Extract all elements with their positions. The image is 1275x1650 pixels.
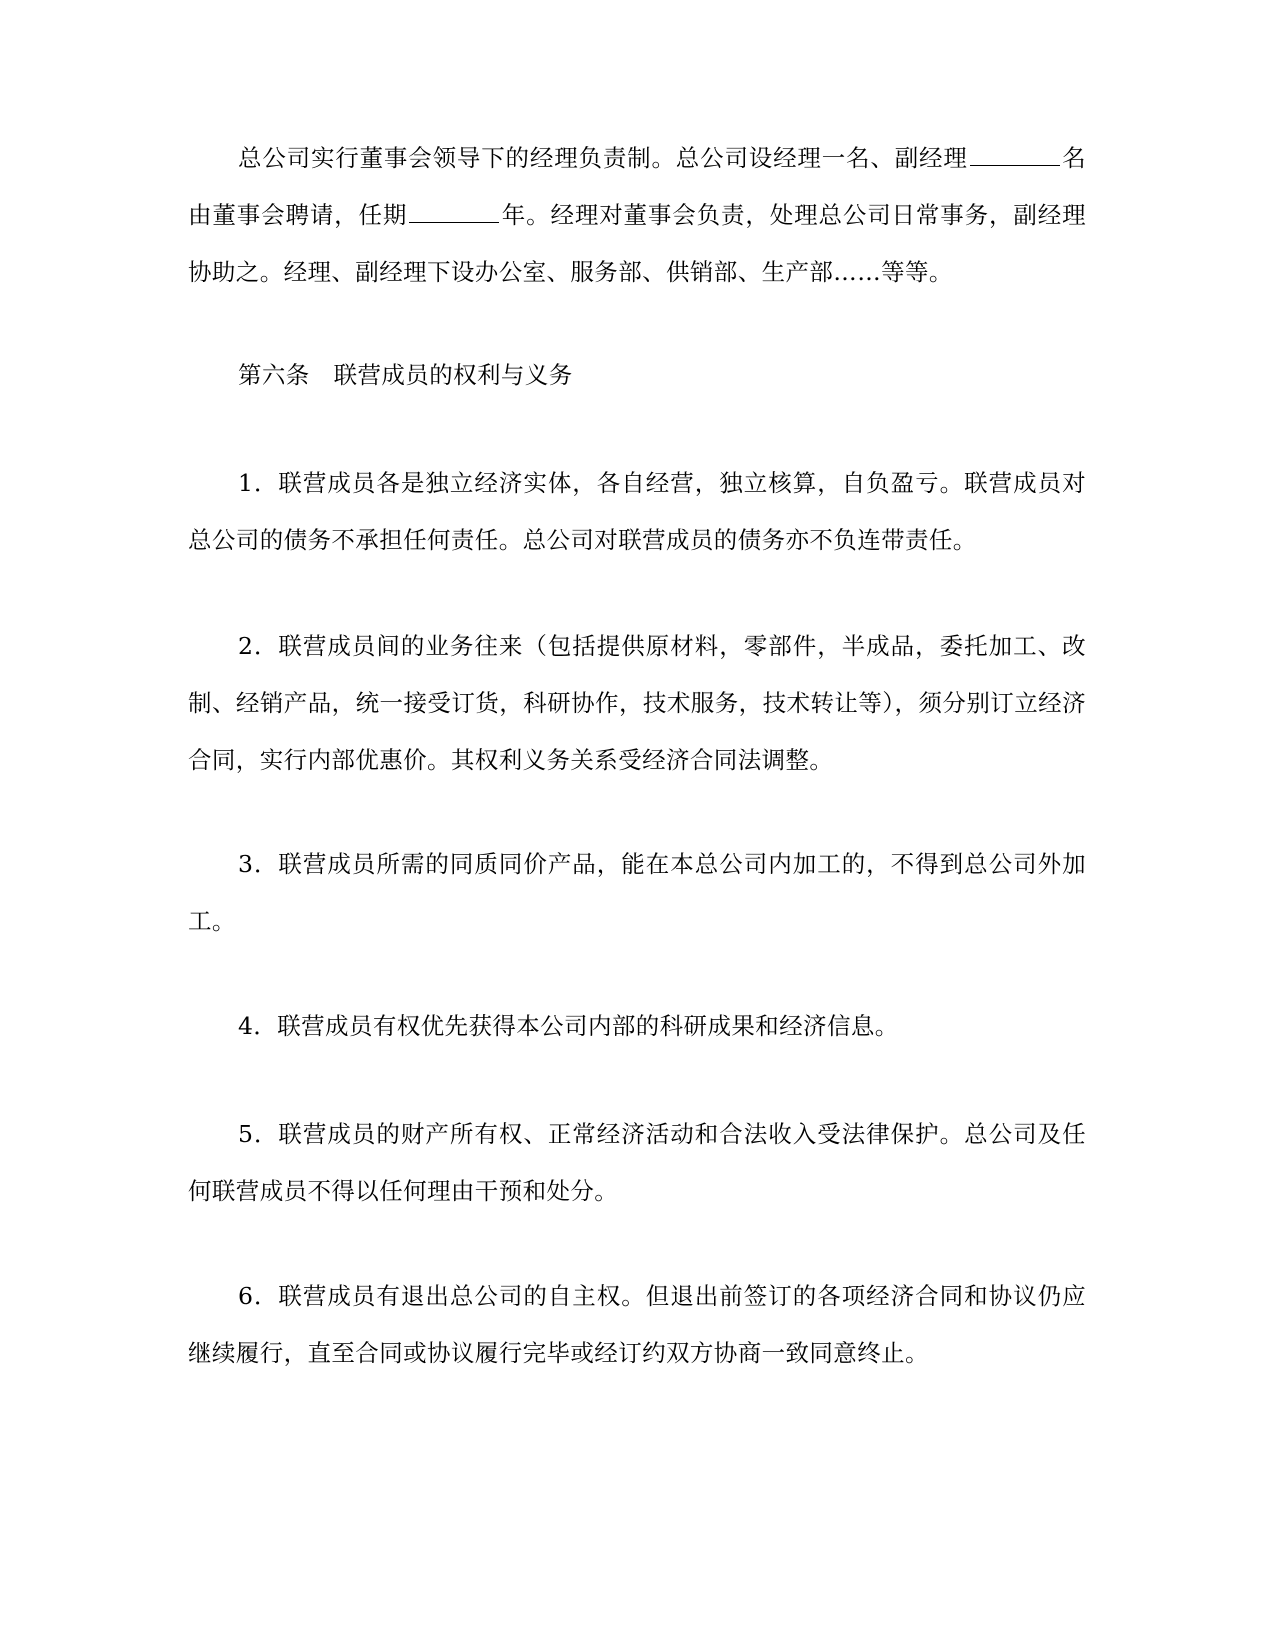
vice-manager-count-blank — [970, 140, 1060, 166]
intro-text-part3: 年。经理对董事会负责，处理总公司日常事务，副经理协助之。经理、副经理下设办公室、服务部、供销部、生产部……等等。 — [188, 201, 1086, 286]
article-item-6: 6．联营成员有退出总公司的自主权。但退出前签订的各项经济合同和协议仍应继续履行，直至合同或协议履行完毕或经订约双方协商一致同意终止。 — [188, 1282, 1086, 1367]
article-item-2: 2．联营成员间的业务往来（包括提供原材料，零部件，半成品，委托加工、改制、经销产品，统一接受订货，科研协作，技术服务，技术转让等），须分别订立经济合同，实行内部优惠价。其权利义务关系受经济合同法调整。 — [188, 632, 1086, 774]
article-item-1: 1．联营成员各是独立经济实体，各自经营，独立核算，自负盈亏。联营成员对总公司的债务不承担任何责任。总公司对联营成员的债务亦不负连带责任。 — [188, 469, 1086, 554]
article-item-3: 3．联营成员所需的同质同价产品，能在本总公司内加工的，不得到总公司外加工。 — [188, 850, 1086, 935]
intro-paragraph — [188, 130, 1086, 301]
intro-text-part2: 名由董事会聘请，任期 — [188, 144, 1086, 229]
article-item-4: 4．联营成员有权优先获得本公司内部的科研成果和经济信息。 — [238, 1012, 899, 1040]
article-heading: 第六条 联营成员的权利与义务 — [238, 361, 573, 389]
term-years-blank — [409, 197, 499, 223]
article-item-5: 5．联营成员的财产所有权、正常经济活动和合法收入受法律保护。总公司及任何联营成员不得以任何理由干预和处分。 — [188, 1120, 1086, 1205]
intro-text-part1: 总公司实行董事会领导下的经理负责制。总公司设经理一名、副经理 — [238, 144, 968, 172]
